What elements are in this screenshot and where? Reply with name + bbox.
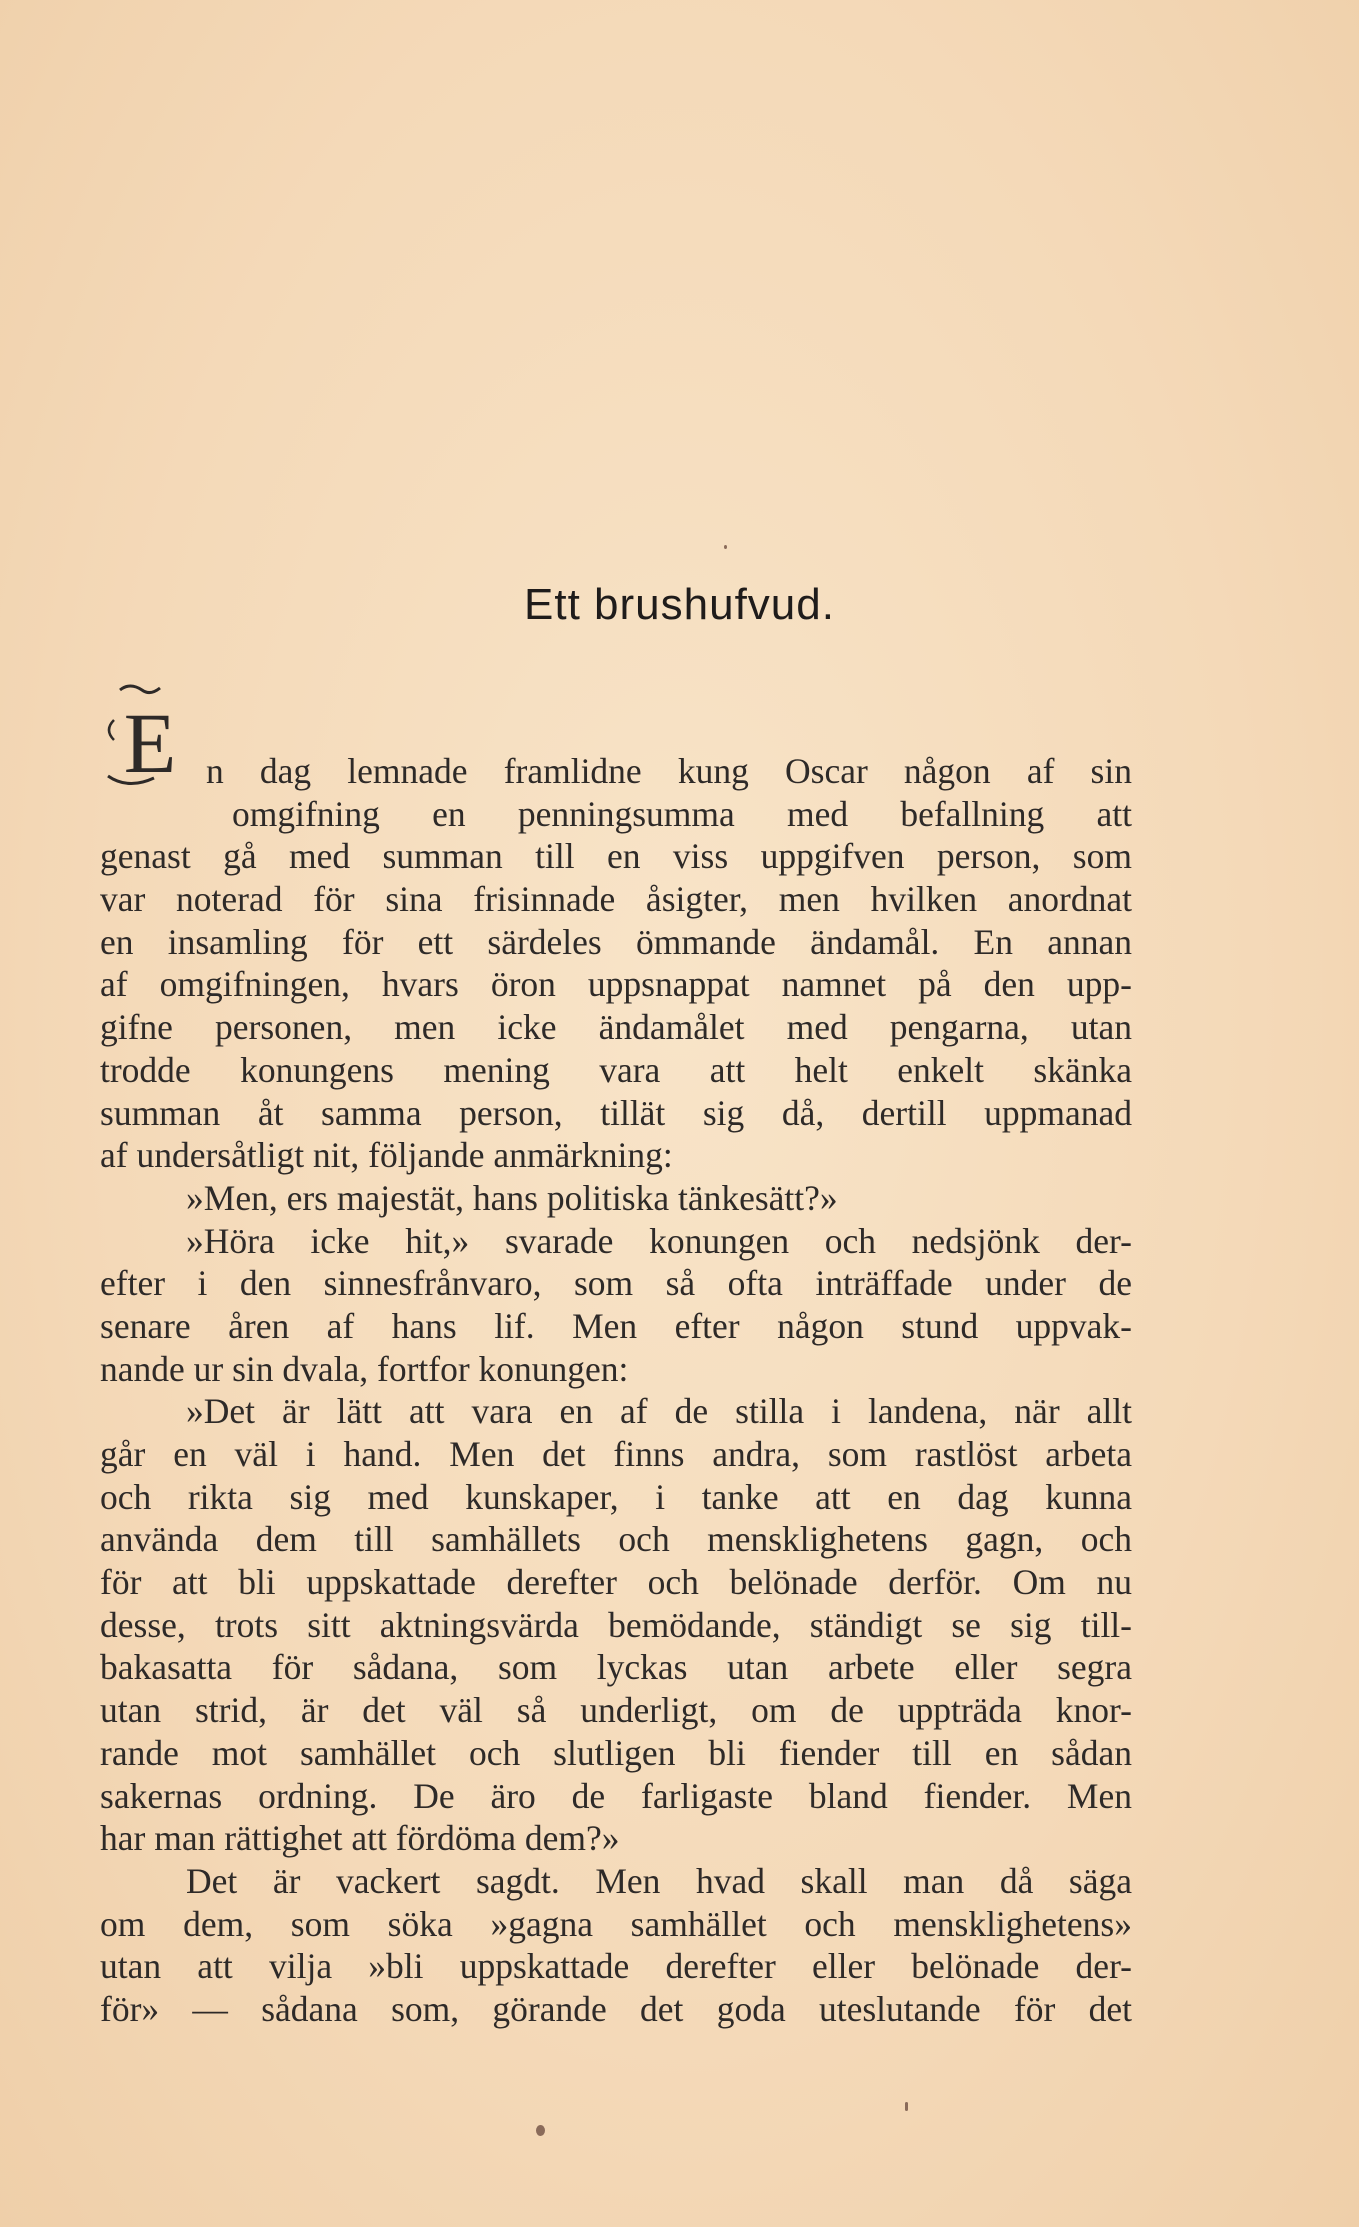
text-line: utan strid, är det väl så underligt, om de uppträda knor- [100,1690,1132,1731]
text-line: »Men, ers majestät, hans politiska tänkesätt?» [186,1177,838,1218]
text-line: trodde konungens mening vara att helt enkelt skänka [100,1049,1132,1090]
bleed-through-shadow [95,215,1135,745]
text-line: en insamling för ett särdeles ömmande ändamål. En annan [100,921,1132,962]
text-line: desse, trots sitt aktningsvärda bemödande, ständigt se sig till- [100,1604,1132,1645]
text-line: efter i den sinnesfrånvaro, som så ofta inträffade under de [100,1263,1132,1304]
paper-speck [905,2102,908,2111]
svg-text:E: E [123,695,177,791]
text-line: nande ur sin dvala, fortfor konungen: [100,1348,629,1389]
text-line: n dag lemnade framlidne kung Oscar någon af sin [206,751,1132,791]
text-line: för att bli uppskattade derefter och belönade derför. Om nu [100,1562,1132,1603]
text-line: var noterad för sina frisinnade åsigter, men hvilken anordnat [100,879,1132,920]
paper-speck [724,545,727,549]
text-line: gifne personen, men icke ändamålet med pengarna, utan [100,1007,1132,1048]
ornamental-e-icon [100,680,200,800]
text-line: rande mot samhället och slutligen bli fiender till en sådan [100,1732,1132,1773]
text-line: af omgifningen, hvars öron uppsnappat namnet på den upp- [100,964,1132,1005]
text-line: sakernas ordning. De äro de farligaste bland fiender. Men [100,1775,1132,1816]
paper-speck [536,2125,545,2136]
text-line: Det är vackert sagdt. Men hvad skall man då säga [186,1860,1132,1901]
text-line: använda dem till samhällets och mensklighetens gagn, och [100,1519,1132,1560]
chapter-title: Ett brushufvud. [524,580,835,629]
text-line: om dem, som söka »gagna samhället och mensklighetens» [100,1903,1132,1944]
text-line: och rikta sig med kunskaper, i tanke att en dag kunna [100,1476,1132,1517]
text-line: går en väl i hand. Men det finns andra, som rastlöst arbeta [100,1434,1132,1474]
text-line: för» — sådana som, görande det goda uteslutande för det [100,1988,1132,2029]
text-line: senare åren af hans lif. Men efter någon stund uppvak- [100,1305,1132,1346]
text-line: summan åt samma person, tillät sig då, dertill uppmanad [100,1092,1132,1133]
text-line: »Höra icke hit,» svarade konungen och nedsjönk der- [186,1220,1132,1261]
body-text [100,695,1132,2031]
drop-cap-initial [100,680,200,800]
text-line: »Det är lätt att vara en af de stilla i landena, när allt [186,1391,1132,1432]
text-line: af undersåtligt nit, följande anmärkning: [100,1135,673,1176]
text-line: har man rättighet att fördöma dem?» [100,1818,620,1859]
text-line: bakasatta för sådana, som lyckas utan arbete eller segra [100,1647,1132,1688]
text-line: genast gå med summan till en viss uppgifven person, som [100,836,1132,877]
text-line: utan att vilja »bli uppskattade derefter eller belönade der- [100,1946,1132,1987]
text-line: omgifning en penningsumma med befallning att [232,793,1132,834]
